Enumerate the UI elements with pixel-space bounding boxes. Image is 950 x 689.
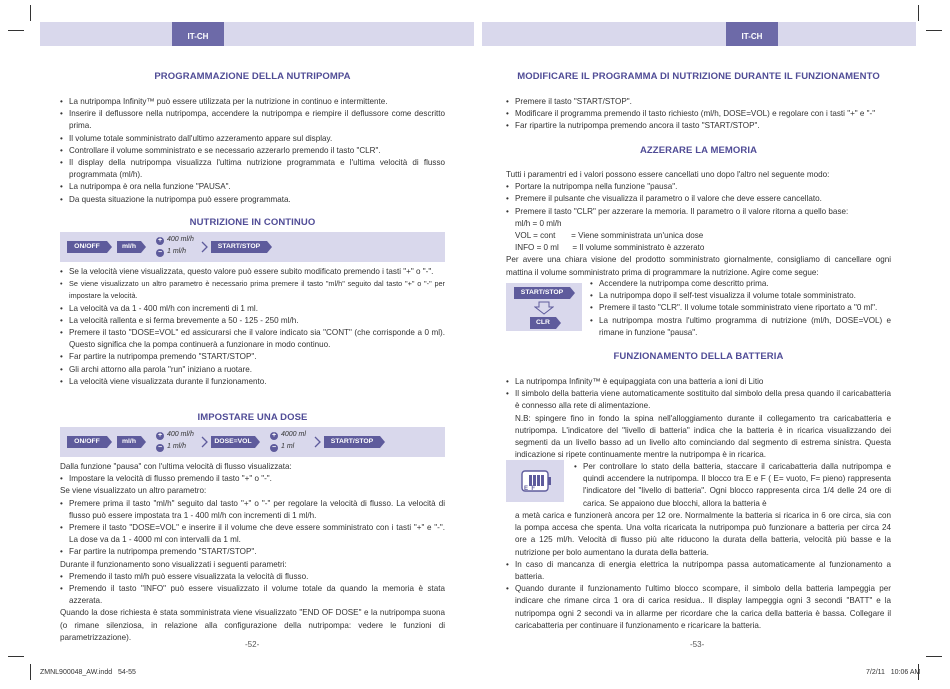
footer-filename: ZMNL900048_AW.indd 54-55 — [40, 669, 136, 676]
ml-h-key: ml/h — [117, 436, 141, 448]
start-stop-key: START/STOP — [211, 241, 267, 253]
list-item: • Se viene visualizzato un altro parametro è necessario prima premere il tasto "ml/h" seguito dal tasto "+" o "-" per impostare la velocità. — [60, 278, 445, 302]
battery-check-paragraph — [574, 461, 891, 510]
list-item: • La nutripompa è ora nella funzione "PAUSA". — [60, 181, 445, 193]
crop-mark — [8, 656, 24, 657]
page-number-left: -52- — [245, 640, 260, 649]
minus-icon: − — [157, 249, 163, 256]
crop-mark — [926, 30, 942, 31]
list-item: • La nutripompa Infinity™ può essere utilizzata per la nutrizione in continuo e intermittente. — [60, 96, 445, 108]
list-item: • Il simbolo della batteria viene automaticamente sostituito dal simbolo della presa quando il caricabatteria è connesso alla rete di alimentazione. — [506, 388, 891, 412]
key-sequence-dose — [60, 427, 445, 457]
list-item: • Se la velocità viene visualizzata, questo valore può essere subito modificato premendo i tasti "+" o "-". — [60, 266, 445, 278]
dose-max-value: 4000 ml — [281, 431, 306, 438]
list-item: • Portare la nutripompa nella funzione "pausa". — [506, 181, 891, 193]
clr-key: CLR — [530, 317, 556, 329]
rate-max-value: 400 ml/h — [167, 236, 194, 243]
list-item: • La velocità va da 1 - 400 ml/h con incrementi di 1 ml. — [60, 303, 445, 315]
list-item: • Controllare il volume somministrato e se necessario azzerarlo premendo il tasto "CLR". — [60, 145, 445, 157]
reset-value: ml/h = 0 ml/h — [515, 218, 562, 228]
dose-vol-key: DOSE=VOL — [211, 436, 255, 448]
list-item: • Gli archi attorno alla parola "run" iniziano a ruotare. — [60, 364, 445, 376]
list-item: • Premere il tasto "START/STOP". — [506, 96, 891, 108]
paragraph: Dalla funzione "pausa" con l'ultima velocità di flusso visualizzata: — [60, 462, 292, 471]
paragraph: Per avere una chiara visione del prodotto somministrato giornalmente, consigliamo di cancellare ogni mattina il volume somministrato prima di programmare la nutrizione. Agire come segue: — [506, 255, 891, 277]
language-tab-left: IT-CH — [172, 22, 224, 46]
battery-indicator-box — [506, 460, 564, 502]
list-item: • La nutripompa mostra l'ultimo programma di nutrizione (ml/h, DOSE=VOL) e rimane in funzione "pausa". — [590, 315, 891, 339]
header-band-right — [482, 22, 916, 46]
list-item: • Premere il tasto "CLR" per azzerare la memoria. Il parametro o il valore ritorna a quello base: — [506, 206, 891, 218]
paragraph: Tutti i paramentri ed i valori possono essere cancellati uno dopo l'altro nel seguente modo: — [506, 170, 830, 179]
crop-mark — [926, 656, 942, 657]
list-item: • Premere il tasto "DOSE=VOL" ed assicurarsi che il valore indicato sia "CONT" (che corrisponde a 0 ml). Questo significa che la pompa continuerà a funzionare in modo continuo. — [60, 327, 445, 351]
header-band-left — [40, 22, 474, 46]
page-number-right: -53- — [690, 640, 705, 649]
list-item: • Premendo il tasto ml/h può essere visualizzata la velocità di flusso. — [60, 571, 445, 583]
list-continuo — [60, 266, 445, 388]
section-title-programmazione: PROGRAMMAZIONE DELLA NUTRIPOMPA — [154, 71, 351, 82]
list-item: • Far partire la nutripompa premendo "START/STOP". — [60, 351, 445, 363]
list-item: • La nutripompa dopo il self-test visualizza il volume totale somministrato. — [590, 290, 891, 302]
list-item: • Per controllare lo stato della batteria, staccare il caricabatteria dalla nutripompa e quindi accendere la nutripompa. Il blocco tra E e F ( E= vuoto, F= pieno) rappresenta l'indicatore del "livello di batteria". Ogni blocco rappresenta circa 1/4 delle 24 ore di carica. Se appaiono due blocchi, allora la batteria è — [574, 461, 891, 510]
section-title-dose: IMPOSTARE UNA DOSE — [197, 412, 308, 423]
list-item: • Impostare la velocità di flusso premendo il tasto "+" o "-". — [60, 473, 445, 485]
on-off-key: ON/OFF — [67, 241, 107, 253]
section-title-memoria: AZZERARE LA MEMORIA — [639, 145, 758, 156]
clr-key-diagram — [506, 283, 582, 331]
footer-date: 7/2/11 10:06 AM — [866, 669, 921, 676]
crop-mark — [30, 5, 31, 21]
plus-icon: + — [157, 237, 163, 244]
rate-max-value: 400 ml/h — [167, 431, 194, 438]
list-item: • Accendere la nutripompa come descritto prima. — [590, 278, 891, 290]
key-sequence-continuo — [60, 232, 445, 262]
crop-mark — [918, 5, 919, 21]
chevron-right-icon — [314, 436, 321, 448]
list-memoria — [506, 169, 891, 279]
list-item: • Far ripartire la nutripompa premendo ancora il tasto "START/STOP". — [506, 120, 891, 132]
minus-icon: − — [157, 444, 163, 451]
list-item: • Premere il pulsante che visualizza il parametro o il valore che deve essere cancellato. — [506, 193, 891, 205]
plus-icon: + — [157, 432, 163, 439]
language-tab-right: IT-CH — [726, 22, 778, 46]
list-memoria-steps — [590, 278, 891, 339]
paragraph: a metà carica e funzionerà ancora per 12 ore. Normalmente la batteria si ricarica in 6 ore circa, sia con la pompa accesa che spenta. Una volta ricaricata la nutripompa può funzionare a batteria per circa 24 ore a 125 ml/h. Velocità di flusso più alte riducono la durata della batteria, velocità più basse e la nutrizione per bolo aumentano la durata della batteria. — [515, 511, 891, 557]
battery-scale-label: E F — [524, 486, 536, 492]
rate-min-value: 1 ml/h — [167, 248, 187, 255]
paragraph: Durante il funzionamento sono visualizzati i seguenti parametri: — [60, 559, 287, 569]
list-item: • In caso di mancanza di energia elettrica la nutripompa passa automaticamente al funzionamento a batteria. — [506, 559, 891, 583]
plus-icon: + — [271, 432, 277, 439]
list-item: • Il volume totale somministrato dall'ultimo azzeramento appare sul display. — [60, 133, 445, 145]
crop-mark — [8, 30, 24, 31]
list-item: • Premendo il tasto "INFO" può essere visualizzato il volume totale da quando la memoria è stata azzerata. — [60, 583, 445, 607]
dose-min-value: 1 ml — [281, 443, 295, 450]
list-item: • Da questa situazione la nutripompa può essere programmata. — [60, 194, 445, 206]
crop-mark — [30, 664, 31, 680]
list-item: • Far partire la nutripompa premendo "START/STOP". — [60, 546, 445, 558]
list-item: • Premere prima il tasto "ml/h" seguito dal tasto "+" o "-" per regolare la velocità di flusso. La velocità di flusso può essere impostata tra 1 - 400 ml/h con incrementi di 1 ml/h. — [60, 498, 445, 522]
section-title-continuo: NUTRIZIONE IN CONTINUO — [189, 217, 316, 228]
start-stop-key: START/STOP — [324, 436, 380, 448]
paragraph: Se viene visualizzato un altro parametro: — [60, 486, 207, 496]
list-item: • Premere il tasto "CLR". Il volume totale somministrato viene riportato a "0 ml". — [590, 302, 891, 314]
rate-min-value: 1 ml/h — [167, 443, 187, 450]
list-item: • La velocità viene visualizzata durante il funzionamento. — [60, 376, 445, 388]
chevron-right-icon — [201, 436, 208, 448]
section-title-batteria: FUNZIONAMENTO DELLA BATTERIA — [613, 351, 784, 362]
list-batteria — [506, 376, 891, 461]
arrow-down-icon — [534, 301, 554, 315]
start-stop-key: START/STOP — [514, 287, 570, 299]
chevron-right-icon — [201, 241, 208, 253]
paragraph: N.B: spingere fino in fondo la spina nell'alloggiamento durante il collegamento tra caricabatteria e nutripompa. L'indicatore del "livello di batteria" indica che la batteria è in ricarica visualizzando dei segmenti da un livello basso ad un livello alto cominciando dal segmento di estrema sinistra. Questa indicazione si ripete continuamente mentre la nutripompa è in ricarica. — [515, 413, 891, 460]
list-item: • La velocità rallenta e si ferma brevemente a 50 - 125 - 250 ml/h. — [60, 315, 445, 327]
section-title-modificare: MODIFICARE IL PROGRAMMA DI NUTRIZIONE DURANTE IL FUNZIONAMENTO — [517, 71, 880, 82]
list-dose — [60, 461, 445, 644]
list-item: • La nutripompa Infinity™ è equipaggiata con una batteria a ioni di Litio — [506, 376, 891, 388]
list-item: • Il display della nutripompa visualizza l'ultima nutrizione programmata e l'ultima velocità di flusso programmata (ml/h). — [60, 157, 445, 181]
battery-duration-paragraph — [506, 510, 891, 632]
list-item: • Premere il tasto "DOSE=VOL" e inserire il il volume che deve essere somministrato con i tasti "+" e "-". La dose va da 1 - 4000 ml con intervalli da 1 ml. — [60, 522, 445, 546]
list-item: • Modificare il programma premendo il tasto richiesto (ml/h, DOSE=VOL) e regolare con i tasti "+" e "-" — [506, 108, 891, 120]
reset-value: INFO = 0 ml = Il volume somministrato è azzerato — [515, 243, 705, 253]
paragraph: Quando la dose richiesta è stata somministrata viene visualizzato "END OF DOSE" e la nutripompa suona (o rimane silenziosa, in relazione alla configurazione della nutripompa: vedere le funzioni di parametrizzazione). — [60, 608, 445, 642]
ml-h-key: ml/h — [117, 241, 141, 253]
list-item: • Inserire il deflussore nella nutripompa, accendere la nutripompa e riempire il deflussore come descritto prima. — [60, 108, 445, 132]
list-modificare — [506, 96, 891, 133]
list-item: • Quando durante il funzionamento l'ultimo blocco scompare, il simbolo della batteria lampeggia per indicare che rimane circa 1 ora di carica residua.. Il display lampeggia ogni 3 secondi "BATT" e la nutripompa ogni 2 secondi va in allarme per ricordare che la carica della batteria è bassa. Collegare il caricabatteria per continuare il funzionamento e ricaricare la batteria. — [506, 583, 891, 632]
reset-value: VOL = cont = Viene somministrata un'unica dose — [515, 231, 704, 241]
list-programmazione — [60, 96, 445, 206]
minus-icon: − — [271, 444, 277, 451]
on-off-key: ON/OFF — [67, 436, 107, 448]
